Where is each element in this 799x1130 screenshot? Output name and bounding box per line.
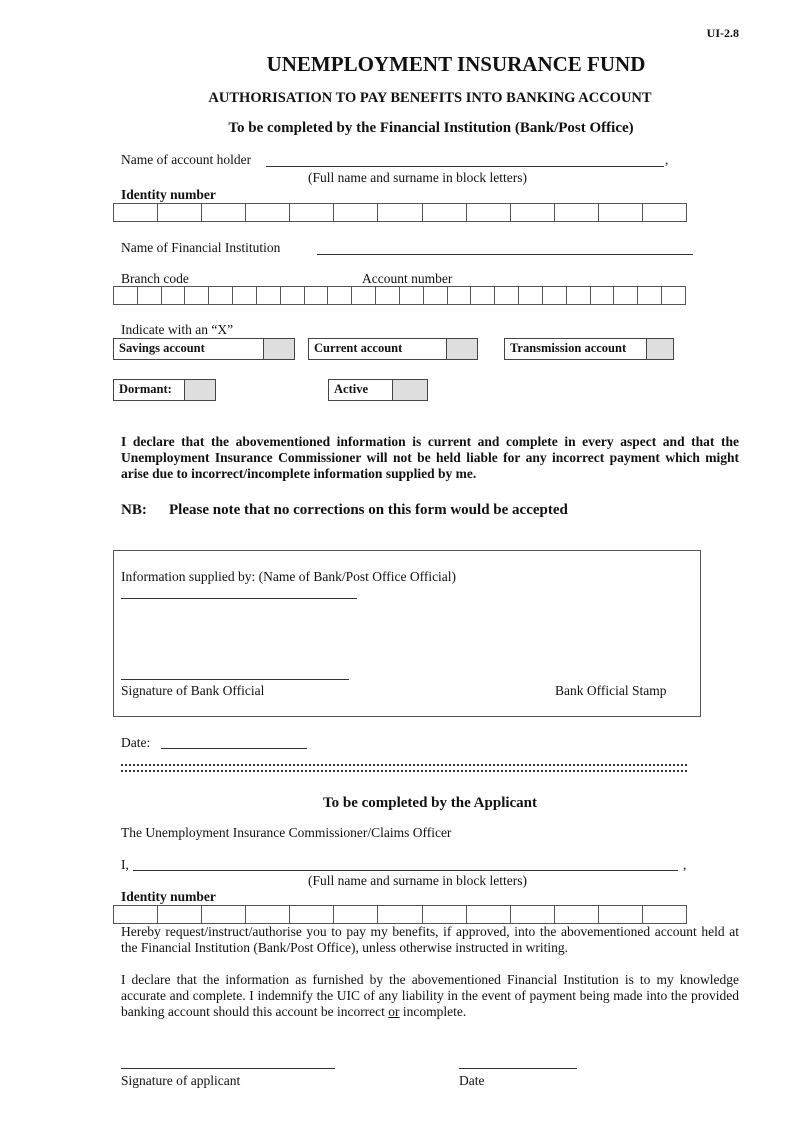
savings-account-label: Savings account (119, 341, 205, 355)
identity-digit-cell[interactable] (643, 906, 686, 923)
account-holder-field[interactable] (266, 166, 664, 167)
current-account-label: Current account (314, 341, 403, 355)
applicant-section-heading: To be completed by the Applicant (322, 795, 538, 811)
branch-account-digit-cell[interactable] (400, 287, 424, 304)
branch-account-digit-cell[interactable] (281, 287, 305, 304)
bank-stamp-label: Bank Official Stamp (555, 683, 667, 698)
transmission-account-checkbox[interactable] (646, 339, 673, 359)
identity-digit-cell[interactable] (246, 204, 290, 221)
addressee: The Unemployment Insurance Commissioner/Claims Officer (121, 825, 452, 840)
dormant-option[interactable] (113, 379, 216, 401)
indicate-x-label: Indicate with an “X” (121, 322, 234, 337)
branch-account-digit-cell[interactable] (352, 287, 376, 304)
institution-label: Name of Financial Institution (121, 240, 281, 255)
identity-digit-cell[interactable] (202, 204, 246, 221)
identity-digit-cell[interactable] (467, 204, 511, 221)
branch-account-digit-cell[interactable] (209, 287, 233, 304)
branch-account-digit-cell[interactable] (543, 287, 567, 304)
branch-account-digit-cell[interactable] (328, 287, 352, 304)
identity-digit-cell[interactable] (555, 204, 599, 221)
transmission-account-option[interactable] (504, 338, 674, 360)
identity-digit-cell[interactable] (555, 906, 599, 923)
identity-digit-cell[interactable] (246, 906, 290, 923)
branch-account-digit-cell[interactable] (424, 287, 448, 304)
page-subtitle: AUTHORISATION TO PAY BENEFITS INTO BANKING ACCOUNT (208, 90, 652, 106)
branch-account-digit-cell[interactable] (257, 287, 281, 304)
identity-digit-cell[interactable] (599, 906, 643, 923)
applicant-name-field[interactable] (133, 870, 678, 871)
identity-digit-cell[interactable] (334, 906, 378, 923)
request-text: Hereby request/instruct/authorise you to pay my benefits, if approved, into the abovementioned account held at the Financial Institution (Bank/Post Office), unless otherwise instructed in writing. (121, 924, 739, 955)
institution-date-field[interactable] (161, 748, 307, 749)
institution-declaration: I declare that the abovementioned information is current and complete in every aspect and that the Unemployment Insurance Commissioner will not be held liable for any incorrect payment which might arise due to incorrect/incomplete information supplied by me. (121, 434, 739, 481)
branch-account-digit-cell[interactable] (638, 287, 662, 304)
branch-account-digit-cell[interactable] (519, 287, 543, 304)
identity-digit-cell[interactable] (290, 906, 334, 923)
applicant-identity-grid[interactable] (113, 905, 687, 924)
identity-digit-cell[interactable] (643, 204, 686, 221)
branch-account-digit-cell[interactable] (662, 287, 685, 304)
identity-digit-cell[interactable] (378, 204, 422, 221)
dormant-checkbox[interactable] (184, 380, 215, 400)
full-name-hint: (Full name and surname in block letters) (308, 170, 527, 185)
dormant-label: Dormant: (119, 382, 172, 396)
applicant-date-label: Date (459, 1073, 485, 1088)
applicant-signature-field[interactable] (121, 1068, 335, 1069)
savings-account-option[interactable] (113, 338, 295, 360)
savings-account-checkbox[interactable] (263, 339, 294, 359)
branch-account-digit-cell[interactable] (591, 287, 615, 304)
nb-text: Please note that no corrections on this form would be accepted (169, 502, 568, 518)
identity-digit-cell[interactable] (158, 906, 202, 923)
branch-account-digit-cell[interactable] (185, 287, 209, 304)
institution-field[interactable] (317, 254, 693, 255)
identity-digit-cell[interactable] (467, 906, 511, 923)
branch-account-grid[interactable] (113, 286, 686, 305)
current-account-checkbox[interactable] (446, 339, 477, 359)
branch-account-digit-cell[interactable] (114, 287, 138, 304)
branch-account-digit-cell[interactable] (471, 287, 495, 304)
institution-section-heading: To be completed by the Financial Institution (Bank/Post Office) (228, 120, 634, 136)
identity-digit-cell[interactable] (378, 906, 422, 923)
applicant-full-name-hint: (Full name and surname in block letters) (308, 873, 527, 888)
nb-label: NB: (121, 502, 147, 518)
comma: , (683, 857, 687, 872)
identity-digit-cell[interactable] (114, 906, 158, 923)
identity-digit-cell[interactable] (599, 204, 643, 221)
branch-account-digit-cell[interactable] (162, 287, 186, 304)
signature-bank-official-label: Signature of Bank Official (121, 683, 265, 698)
account-holder-label: Name of account holder (121, 152, 252, 167)
branch-account-digit-cell[interactable] (138, 287, 162, 304)
current-account-option[interactable] (308, 338, 478, 360)
identity-digit-cell[interactable] (334, 204, 378, 221)
branch-code-label: Branch code (121, 271, 189, 286)
identity-digit-cell[interactable] (202, 906, 246, 923)
applicant-date-field[interactable] (459, 1068, 577, 1069)
form-code: UI-2.8 (706, 26, 739, 40)
active-checkbox[interactable] (392, 380, 427, 400)
i-label: I, (121, 857, 129, 872)
branch-account-digit-cell[interactable] (614, 287, 638, 304)
active-option[interactable] (328, 379, 428, 401)
transmission-account-label: Transmission account (510, 341, 627, 355)
applicant-declaration: I declare that the information as furnished by the abovementioned Financial Institution is to my knowledge accurate and complete. I indemnify the UIC of any liability in the event of payment being made into the provided banking account should this account be incorrect or incomplete. (121, 972, 739, 1019)
official-signature-field[interactable] (121, 679, 349, 680)
identity-digit-cell[interactable] (423, 204, 467, 221)
branch-account-digit-cell[interactable] (305, 287, 329, 304)
branch-account-digit-cell[interactable] (376, 287, 400, 304)
identity-digit-cell[interactable] (511, 204, 555, 221)
identity-digit-cell[interactable] (423, 906, 467, 923)
info-supplied-label: Information supplied by: (Name of Bank/Post Office Official) (121, 569, 457, 584)
signature-applicant-label: Signature of applicant (121, 1073, 241, 1088)
branch-account-digit-cell[interactable] (233, 287, 257, 304)
identity-number-grid[interactable] (113, 203, 687, 222)
active-label: Active (334, 382, 369, 396)
identity-digit-cell[interactable] (158, 204, 202, 221)
identity-digit-cell[interactable] (511, 906, 555, 923)
identity-digit-cell[interactable] (114, 204, 158, 221)
section-separator (121, 764, 687, 772)
account-number-label: Account number (362, 271, 453, 286)
identity-digit-cell[interactable] (290, 204, 334, 221)
official-name-field[interactable] (121, 598, 357, 599)
branch-account-digit-cell[interactable] (448, 287, 472, 304)
institution-date-label: Date: (121, 735, 151, 750)
branch-account-digit-cell[interactable] (567, 287, 591, 304)
comma: , (665, 152, 669, 167)
branch-account-digit-cell[interactable] (495, 287, 519, 304)
applicant-identity-label: Identity number (121, 889, 216, 904)
identity-number-label: Identity number (121, 187, 216, 202)
page-title: UNEMPLOYMENT INSURANCE FUND (266, 52, 646, 76)
